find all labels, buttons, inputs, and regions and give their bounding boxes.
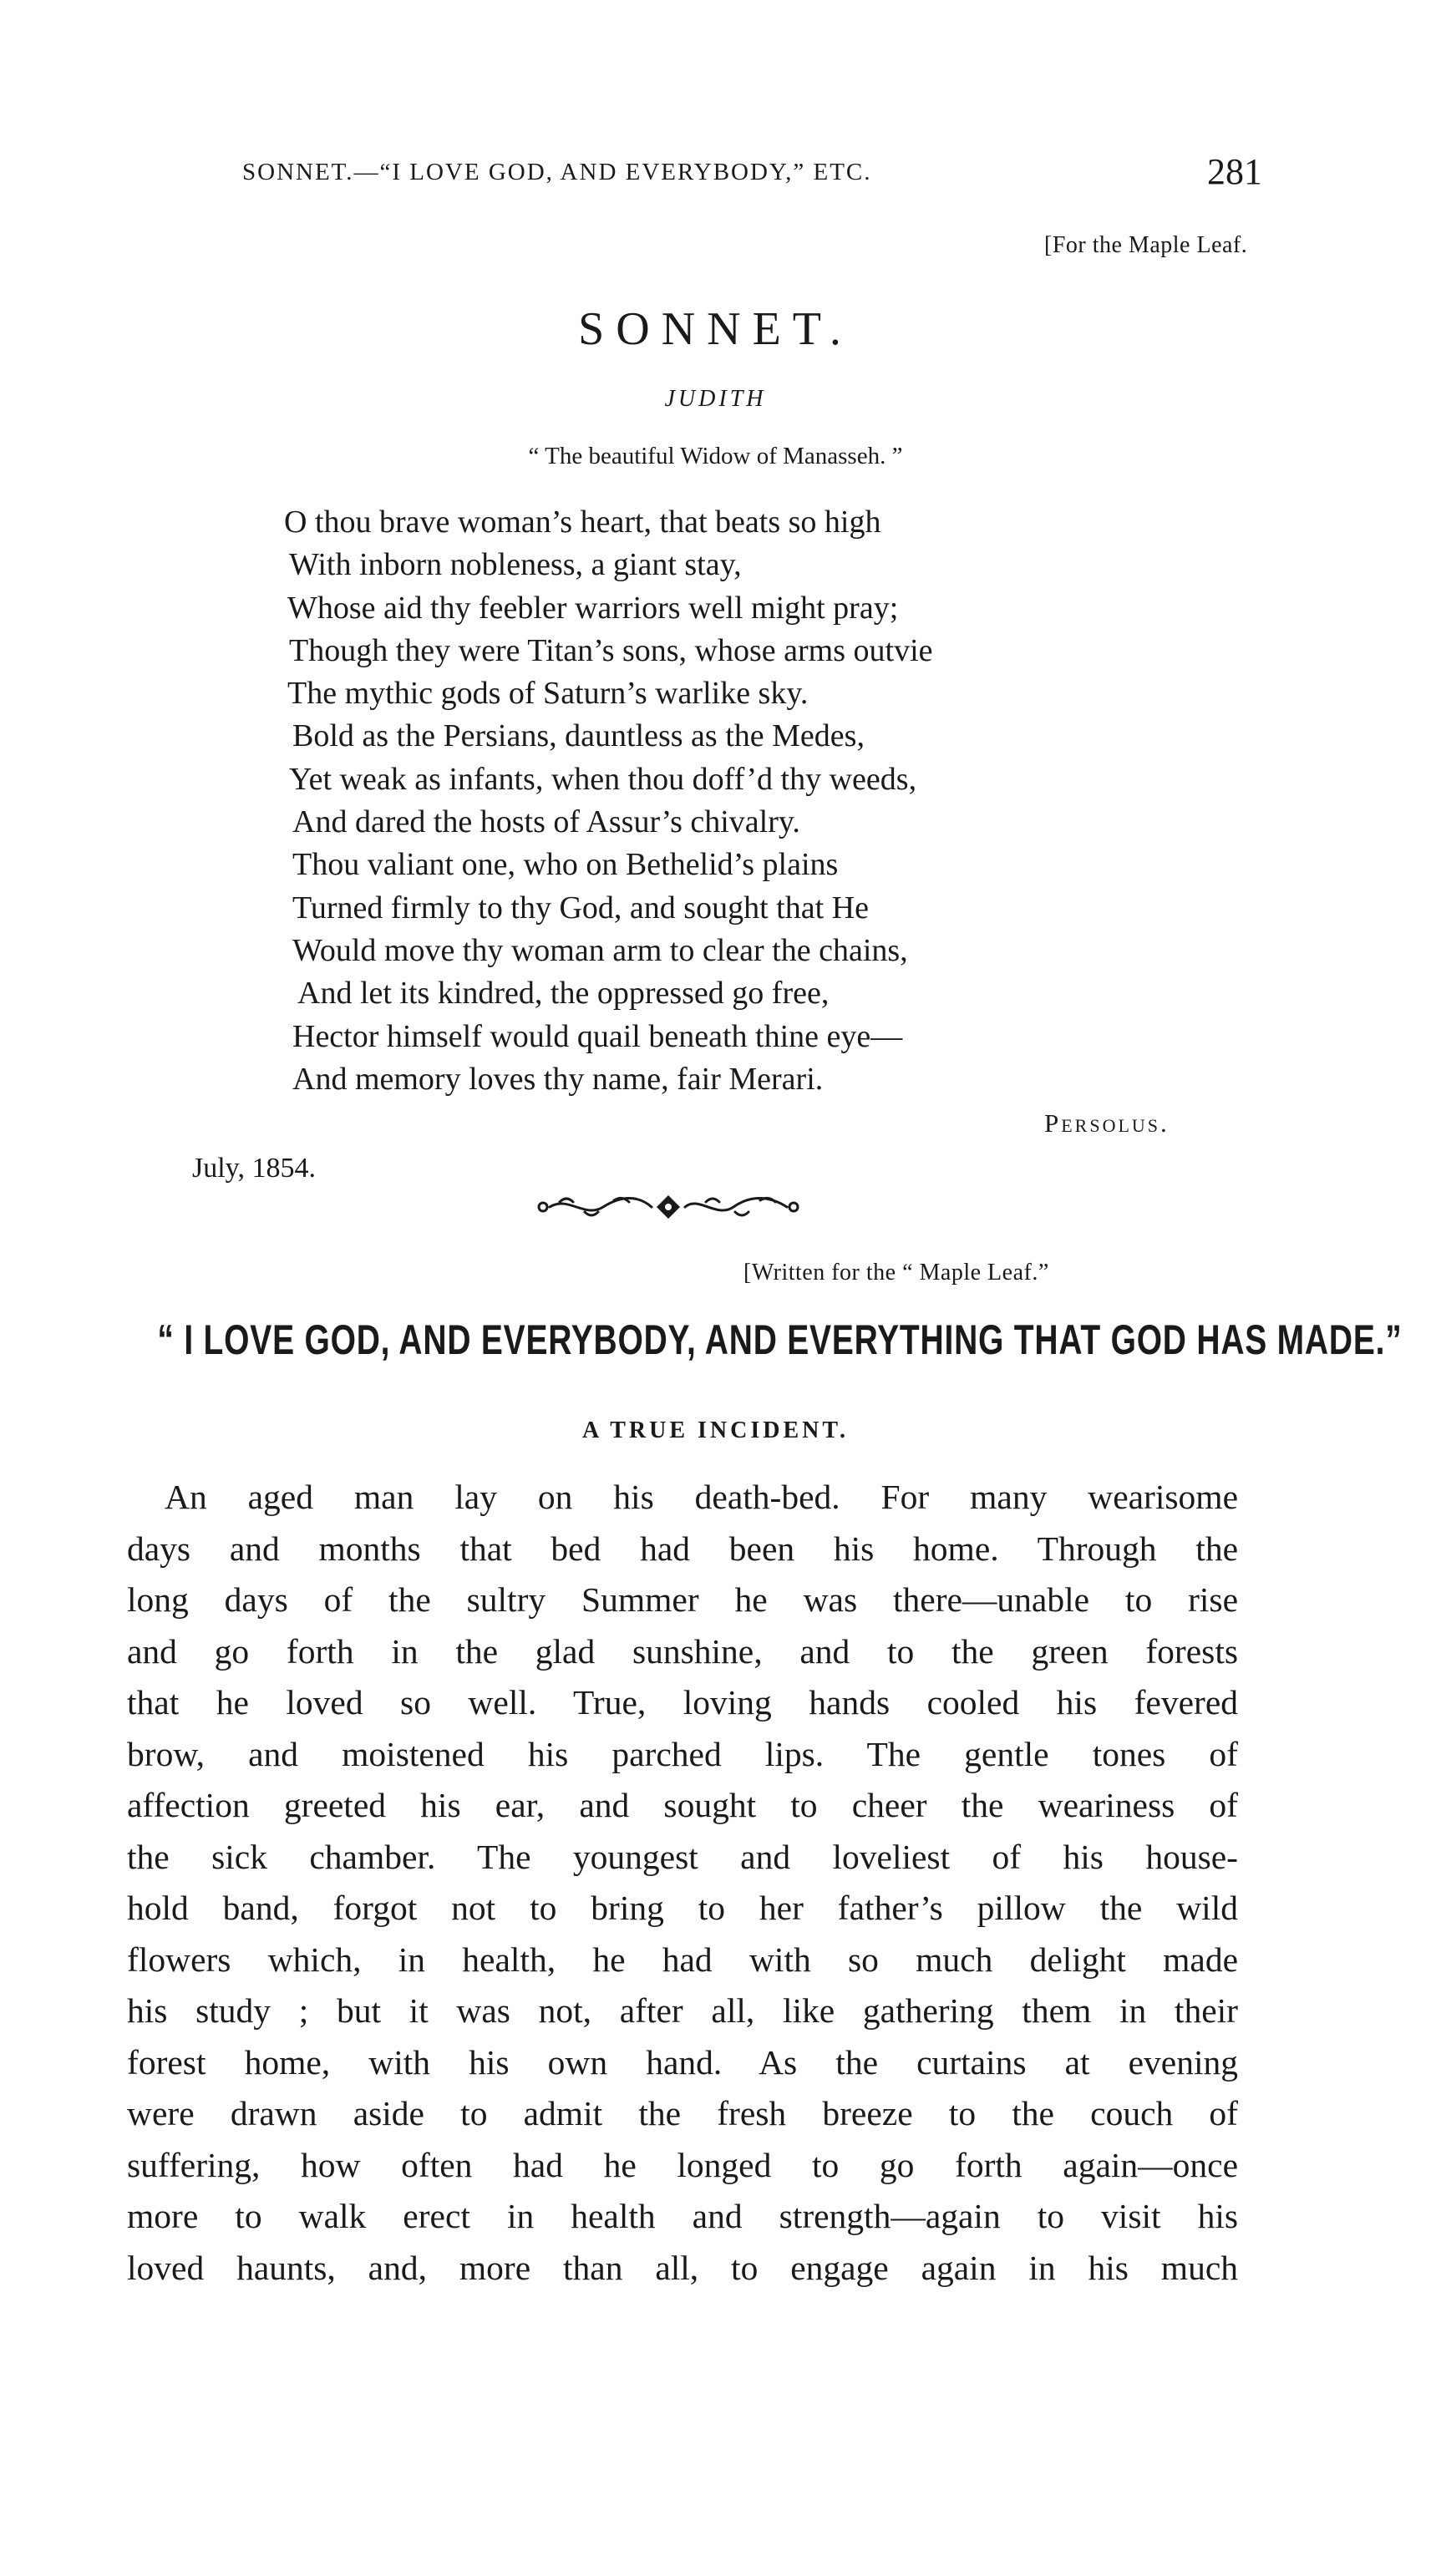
- body-line: and go forth in the glad sunshine, and to the green forests: [127, 1631, 1238, 1671]
- body-line: hold band, forgot not to bring to her father’s pillow the wild: [127, 1889, 1238, 1927]
- poem-line: Whose aid thy feebler warriors well might pray;: [287, 590, 899, 626]
- body-line: more to walk erect in health and strength—again to visit his: [127, 2197, 1238, 2235]
- body-line: brow, and moistened his parched lips. The gentle tones of: [127, 1734, 1238, 1773]
- body-line: were drawn aside to admit the fresh breeze to the couch of: [127, 2094, 1238, 2132]
- sonnet-body: [284, 501, 1203, 1101]
- poem-line: Though they were Titan’s sons, whose arms outvie: [289, 632, 933, 668]
- sonnet-signature: Persolus.: [1044, 1108, 1170, 1138]
- poem-line: Bold as the Persians, dauntless as the Medes,: [292, 718, 865, 754]
- poem-line: And memory loves thy name, fair Merari.: [292, 1061, 824, 1097]
- body-line: flowers which, in health, he had with so much delight made: [127, 1940, 1238, 1979]
- body-line: suffering, how often had he longed to go forth again—once: [127, 2145, 1238, 2184]
- body-line: An aged man lay on his death-bed. For many wearisome: [165, 1478, 1238, 1516]
- running-head: SONNET.—“I LOVE GOD, AND EVERYBODY,” ETC.: [242, 159, 872, 185]
- body-line: that he loved so well. True, loving hands cooled his fevered: [127, 1683, 1238, 1722]
- article-body: [127, 1472, 1238, 2294]
- body-line: days and months that bed had been his home. Through the: [127, 1529, 1238, 1568]
- sonnet-subtitle: JUDITH: [664, 386, 767, 412]
- sonnet-epigraph: “ The beautiful Widow of Manasseh. ”: [528, 443, 903, 469]
- poem-line: Thou valiant one, who on Bethelid’s plains: [292, 847, 839, 883]
- poem-line: The mythic gods of Saturn’s warlike sky.: [287, 676, 809, 712]
- page-number: 281: [1207, 151, 1262, 192]
- body-line: loved haunts, and, more than all, to engage again in his much: [127, 2248, 1238, 2287]
- sonnet-attribution: [For the Maple Leaf.: [1044, 232, 1248, 258]
- poem-line: Yet weak as infants, when thou doff’d thy weeds,: [289, 761, 917, 797]
- poem-line: Turned firmly to thy God, and sought that He: [292, 890, 869, 925]
- sonnet-title: SONNET.: [578, 303, 853, 355]
- poem-line: With inborn nobleness, a giant stay,: [289, 547, 742, 583]
- sonnet-date: July, 1854.: [192, 1153, 316, 1184]
- poem-line: O thou brave woman’s heart, that beats so high: [284, 505, 881, 540]
- body-line: long days of the sultry Summer he was there—unable to rise: [127, 1580, 1238, 1619]
- poem-line: And dared the hosts of Assur’s chivalry.: [292, 804, 800, 840]
- poem-line: Hector himself would quail beneath thine eye—: [292, 1018, 903, 1054]
- article-subtitle: A TRUE INCIDENT.: [582, 1417, 849, 1443]
- ornament-divider: [535, 1190, 802, 1224]
- body-line: the sick chamber. The youngest and loveliest of his house-: [127, 1837, 1238, 1876]
- poem-line: And let its kindred, the oppressed go free,: [297, 976, 830, 1012]
- poem-line: Would move thy woman arm to clear the chains,: [292, 932, 908, 968]
- article-title: “ I LOVE GOD, AND EVERYBODY, AND EVERYTHING THAT GOD HAS MADE.”: [157, 1316, 1403, 1363]
- body-line: forest home, with his own hand. As the curtains at evening: [127, 2042, 1238, 2082]
- body-line: affection greeted his ear, and sought to cheer the weariness of: [127, 1786, 1238, 1824]
- body-line: his study ; but it was not, after all, like gathering them in their: [127, 1991, 1238, 2030]
- article-attribution: [Written for the “ Maple Leaf.”: [743, 1260, 1049, 1285]
